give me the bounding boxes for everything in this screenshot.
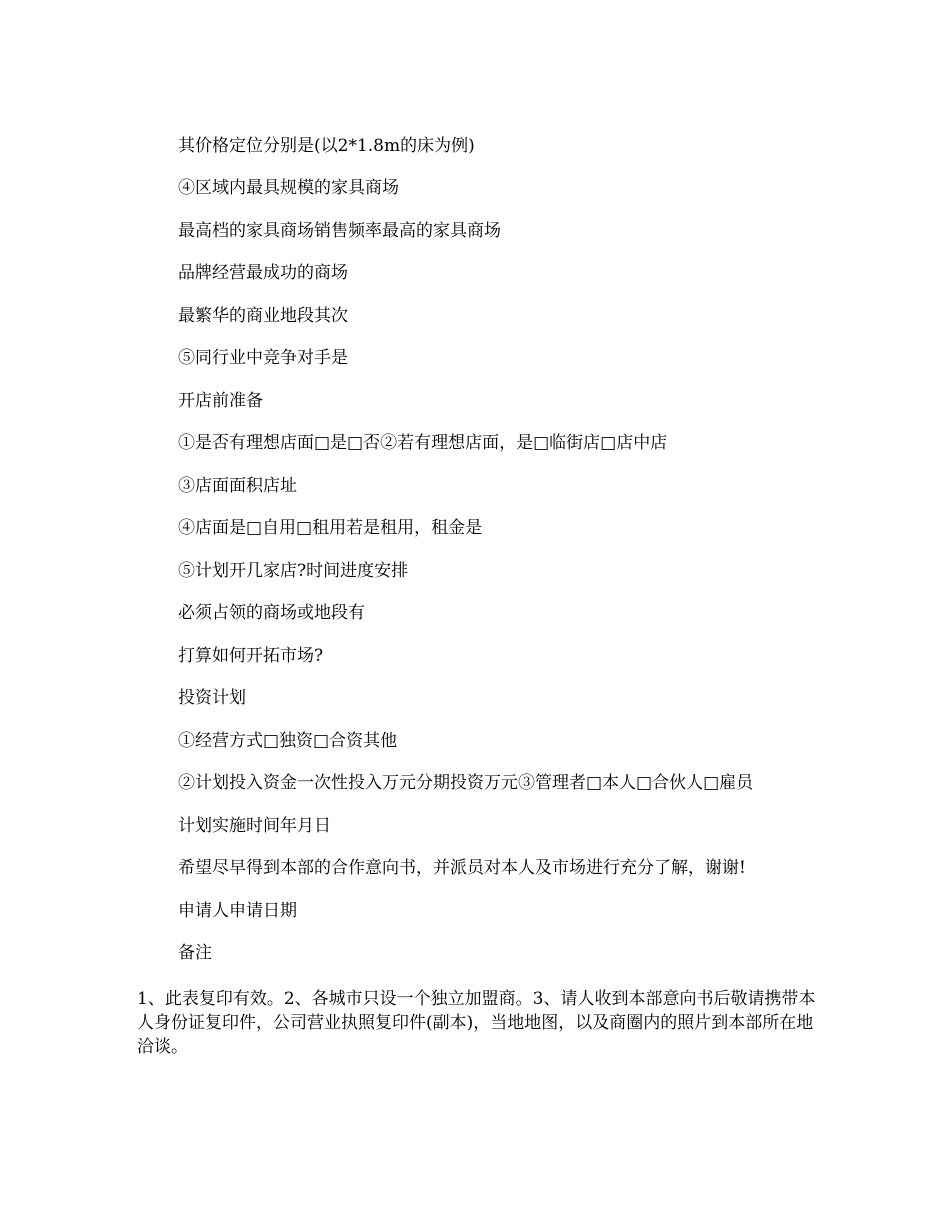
text-line: ①是否有理想店面□是□否②若有理想店面，是□临街店□店中店 bbox=[178, 433, 668, 453]
text-line: 希望尽早得到本部的合作意向书，并派员对本人及市场进行充分了解，谢谢! bbox=[178, 858, 746, 878]
section-heading: 备注 bbox=[178, 943, 212, 963]
text-line: ④区域内最具规模的家具商场 bbox=[178, 178, 399, 198]
text-line: 最繁华的商业地段其次 bbox=[178, 306, 348, 326]
text-line: 打算如何开拓市场? bbox=[178, 646, 324, 666]
text-line: 品牌经营最成功的商场 bbox=[178, 263, 348, 283]
text-line: ①经营方式□独资□合资其他 bbox=[178, 731, 398, 751]
text-line: 其价格定位分别是(以2*1.8m的床为例) bbox=[178, 136, 475, 156]
text-line: 计划实施时间年月日 bbox=[178, 816, 331, 836]
text-line: ②计划投入资金一次性投入万元分期投资万元③管理者□本人□合伙人□雇员 bbox=[178, 773, 754, 793]
text-line: ⑤计划开几家店?时间进度安排 bbox=[178, 561, 409, 581]
text-line: ④店面是□自用□租用若是租用，租金是 bbox=[178, 518, 483, 538]
text-line: ③店面面积店址 bbox=[178, 476, 297, 496]
note-paragraph: 1、此表复印有效。2、各城市只设一个独立加盟商。3、请人收到本部意向书后敬请携带本人身份证复印件，公司营业执照复印件(副本)，当地地图，以及商圈内的照片到本部所在地洽谈。 bbox=[137, 989, 816, 1057]
section-heading: 开店前准备 bbox=[178, 391, 263, 411]
text-line: ⑤同行业中竞争对手是 bbox=[178, 348, 348, 368]
section-heading: 投资计划 bbox=[178, 688, 246, 708]
text-line: 申请人申请日期 bbox=[178, 901, 297, 921]
text-line: 最高档的家具商场销售频率最高的家具商场 bbox=[178, 221, 501, 241]
text-line: 必须占领的商场或地段有 bbox=[178, 603, 365, 623]
